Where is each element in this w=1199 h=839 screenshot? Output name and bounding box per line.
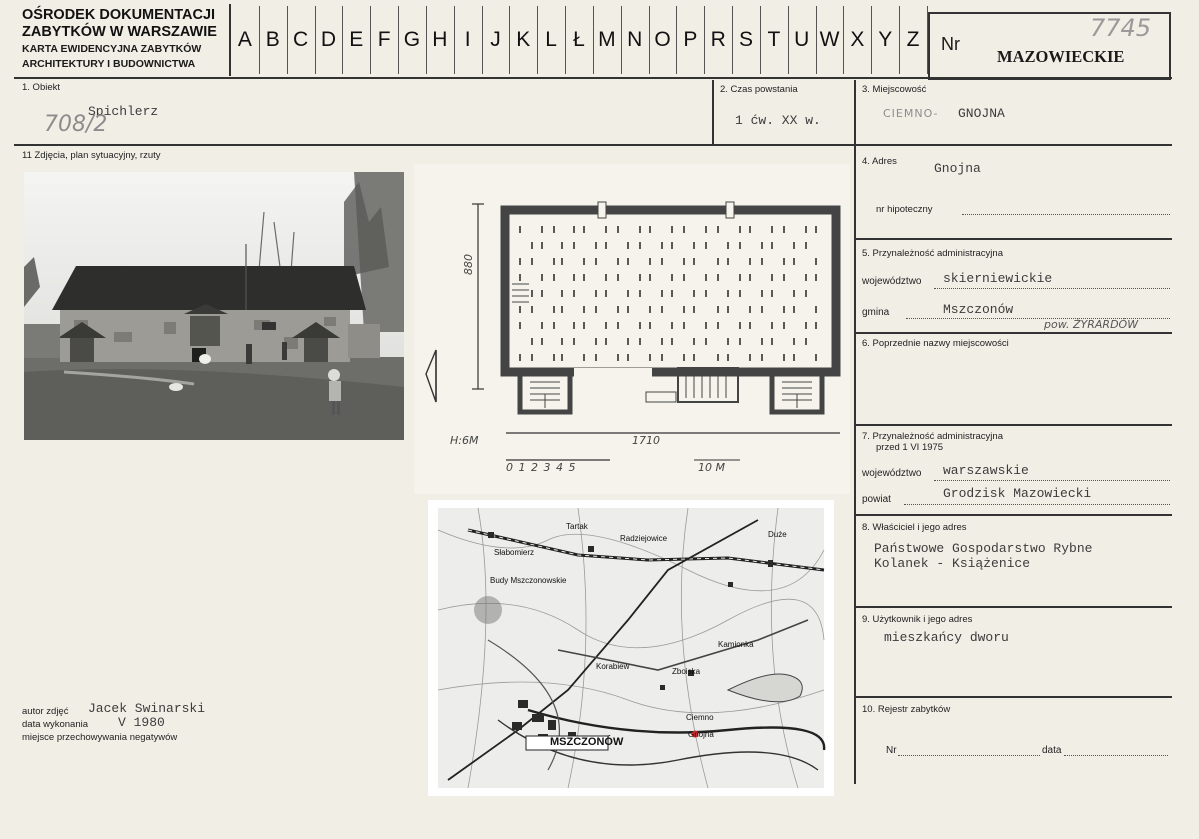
alphabet-letter: J: [490, 28, 501, 51]
label-photo-author: autor zdjęć: [22, 706, 69, 717]
label-register-date: data: [1042, 745, 1062, 756]
voivodeship-name: MAZOWIECKIE: [997, 47, 1125, 66]
alphabet-letter: H: [432, 28, 448, 51]
plan-length-dimension: 1710: [632, 434, 660, 447]
label-voivodeship-1975: województwo: [862, 468, 922, 479]
label-voivodeship: województwo: [862, 276, 922, 287]
locality-value: GNOJNA: [958, 106, 1005, 121]
county-value: Grodzisk Mazowiecki: [943, 486, 1092, 501]
map-label: Zboiska: [672, 667, 701, 676]
site-map: [428, 500, 834, 796]
alphabet-letter: W: [819, 28, 840, 51]
alphabet-letter: U: [794, 28, 810, 51]
date-value: 1 ćw. XX w.: [735, 113, 821, 128]
label-county: powiat: [862, 494, 891, 505]
map-label: Tartak: [566, 522, 588, 531]
label-mortgage-no: nr hipoteczny: [876, 204, 933, 215]
alphabet-letter: Ł: [573, 28, 585, 51]
label-address: 4. Adres: [862, 156, 897, 167]
user-value: mieszkańcy dworu: [884, 630, 1009, 645]
label-negatives-location: miejsce przechowywania negatywów: [22, 732, 178, 743]
alphabet-letter: O: [654, 28, 671, 51]
voivodeship-value: skierniewickie: [943, 271, 1053, 286]
alphabet-letter: T: [767, 28, 781, 51]
map-label: Budy Mszczonowskie: [490, 576, 567, 585]
alphabet-letter: G: [403, 28, 421, 51]
alphabet-letter: N: [627, 28, 643, 51]
alphabet-letter: F: [377, 28, 391, 51]
label-former-names: 6. Poprzednie nazwy miejscowości: [862, 338, 1009, 349]
plan-width-dimension: 880: [462, 254, 475, 275]
address-value: Gnojna: [934, 161, 981, 176]
alphabet-letter: S: [739, 28, 754, 51]
plan-scale-end: 10 M: [698, 461, 725, 474]
map-label: Korabiew: [596, 662, 630, 671]
object-value: Spichlerz: [88, 104, 159, 119]
map-label: Słabomierz: [494, 548, 535, 557]
label-photo-date: data wykonania: [22, 719, 89, 730]
map-label: MSZCZONÓW: [550, 736, 624, 748]
map-label: Gnojna: [688, 730, 714, 739]
map-label: Ciemno: [686, 713, 714, 722]
label-admin-before-1975: 7. Przynależność administracyjna: [862, 431, 1003, 442]
label-register-nr: Nr: [886, 745, 897, 756]
card-type-2: ARCHITEKTURY I BUDOWNICTWA: [22, 58, 196, 70]
institution-name-2: ZABYTKÓW W WARSZAWIE: [22, 24, 217, 40]
label-locality: 3. Miejscowość: [862, 84, 927, 95]
commune-handwritten-note: pow. ŻYRARDÓW: [1044, 318, 1139, 331]
map-label: Radziejowice: [620, 534, 668, 543]
label-object: 1. Obiekt: [22, 82, 61, 93]
alphabet-letter: X: [850, 28, 865, 51]
object-handwritten-number: 708/2: [44, 112, 108, 137]
owner-value-line2: Kolanek - Książenice: [874, 556, 1031, 571]
alphabet-letter: I: [464, 28, 471, 51]
card-type: KARTA EWIDENCYJNA ZABYTKÓW: [22, 43, 202, 55]
alphabet-letter: C: [293, 28, 309, 51]
locality-handwritten: CIEMNO-: [883, 107, 939, 120]
commune-value: Mszczonów: [943, 302, 1014, 317]
alphabet-letter: P: [683, 28, 698, 51]
label-admin-before-1975-date: przed 1 VI 1975: [876, 442, 944, 453]
label-admin-affiliation: 5. Przynależność administracyjna: [862, 248, 1003, 259]
alphabet-letter: L: [545, 28, 557, 51]
label-user: 9. Użytkownik i jego adres: [862, 614, 973, 625]
map-label: Duże: [768, 530, 787, 539]
plan-scale-numbers: 0 1 2 3 4 5: [506, 461, 577, 474]
alphabet-letter: E: [349, 28, 364, 51]
institution-name: OŚRODEK DOKUMENTACJI: [22, 7, 216, 23]
alphabet-letter: M: [598, 28, 616, 51]
alphabet-letter: K: [516, 28, 531, 51]
alphabet-letter: B: [265, 28, 280, 51]
alphabet-letter: D: [320, 28, 337, 51]
nr-label: Nr: [941, 34, 960, 54]
label-owner: 8. Właściciel i jego adres: [862, 522, 967, 533]
voivodeship-1975-value: warszawskie: [943, 463, 1029, 478]
alphabet-letter: A: [237, 28, 252, 51]
map-label: Kamionka: [718, 640, 754, 649]
card-number: 7745: [1090, 14, 1152, 42]
building-photo: [24, 172, 404, 440]
photo-date-value: V 1980: [118, 715, 165, 730]
label-register: 10. Rejestr zabytków: [862, 704, 951, 715]
alphabet-letter: Z: [906, 28, 920, 51]
label-date: 2. Czas powstania: [720, 84, 798, 95]
alphabet-letter: R: [710, 28, 726, 51]
alphabet-letter: Y: [878, 28, 893, 51]
photo-author-value: Jacek Swinarski: [88, 701, 206, 716]
label-photos: 11 Zdjęcia, plan sytuacyjny, rzuty: [22, 150, 161, 161]
plan-height-note: H:6M: [450, 434, 479, 447]
owner-value-line1: Państwowe Gospodarstwo Rybne: [874, 541, 1093, 556]
label-commune: gmina: [862, 307, 890, 318]
